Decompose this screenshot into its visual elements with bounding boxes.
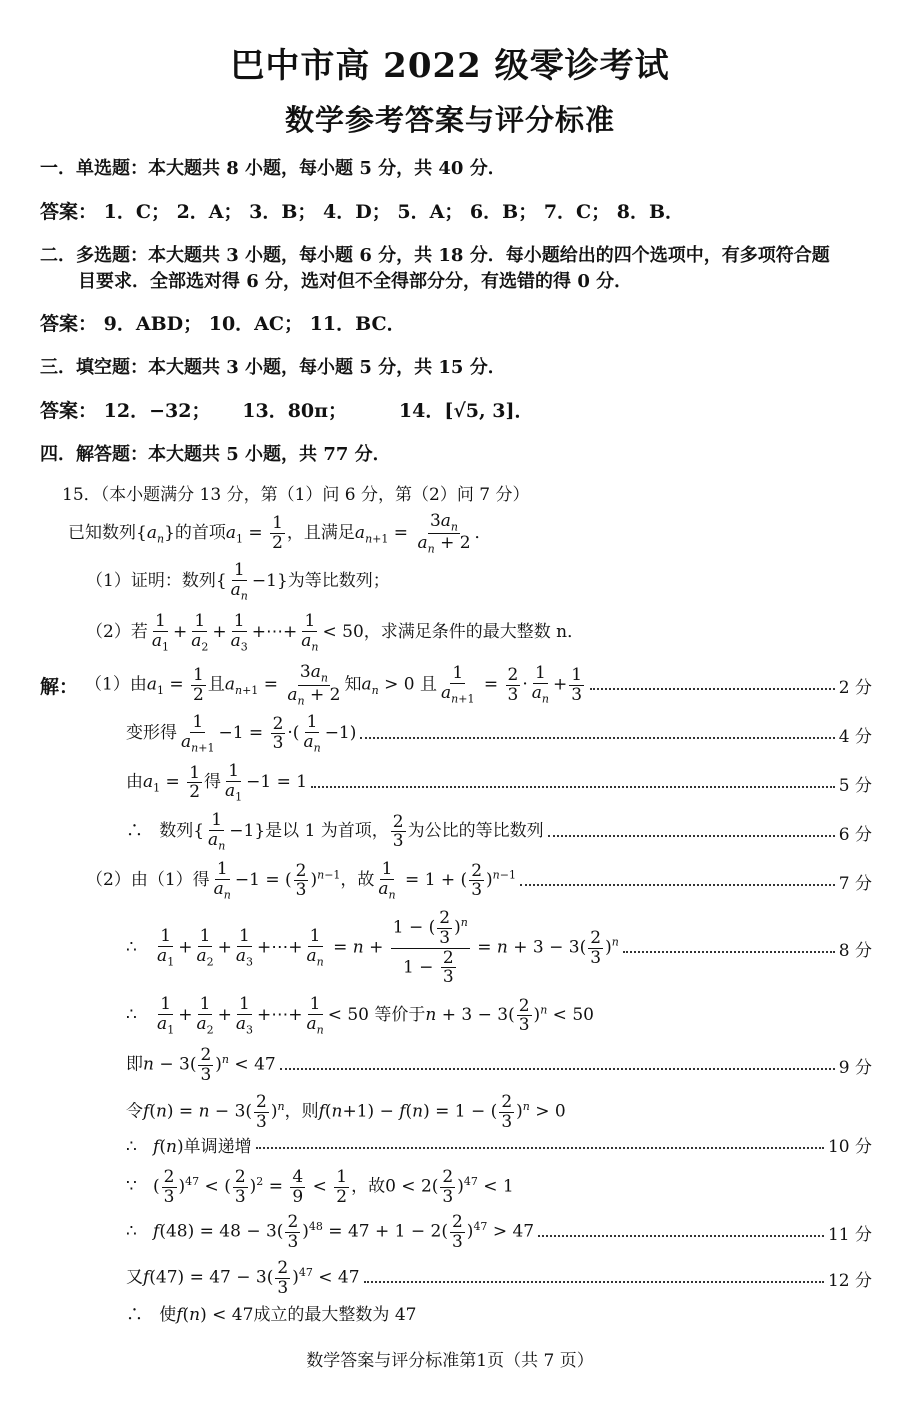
solution-step-13: 又f(47) = 47 − 3( $\frac{2}{3}$ )$^{47}$ < 47 12 分: [126, 1257, 872, 1298]
solution-step-5: （2）由（1）得 $\frac{1}{a_n}$ −1 = ( $\frac{2}{3}$ )$^{n-1}$，故 $\frac{1}{a_n}$ = 1 + ( $\frac{2}{3}$ )$^{n-1}$ 7 分: [86, 859, 872, 902]
score-12: 12 分: [827, 1270, 872, 1291]
page-footer: 数学答案与评分标准第1页（共 7 页）: [306, 1351, 594, 1371]
score-4: 4 分: [838, 726, 872, 747]
solution-step-3: 由$a_1$ = $\frac{1}{2}$ 得 $\frac{1}{a_1}$ −1 = 1 5 分: [126, 761, 872, 804]
answer-13: 13．80π；: [242, 400, 348, 422]
section-2-heading-line2: 目要求．全部选对得 6 分，选对但不全得部分分，有选错的得 0 分．: [78, 271, 633, 292]
score-11: 11 分: [827, 1224, 872, 1245]
solution-step-9: 令f(n) = n − 3( $\frac{2}{3}$ )$^n$，则f(n+1) − f(n) = 1 − ( $\frac{2}{3}$ )$^n$ > 0: [126, 1091, 566, 1132]
answer-label: 答案：: [40, 400, 98, 422]
score-10: 10 分: [827, 1136, 872, 1157]
section-3-answers: [40, 397, 860, 425]
solution-step-12: ∴ f(48) = 48 − 3( $\frac{2}{3}$ )$^{48}$ = 47 + 1 − 2( $\frac{2}{3}$ )$^{47}$ > 47 11 分: [126, 1211, 872, 1252]
solution-step-11: ∵ ( $\frac{2}{3}$ )$^{47}$ < ( $\frac{2}{3}$ )$^2$ = $\frac{4}{9}$ < $\frac{1}{2}$ ，故0 < 2( $\frac{2}{3}$ )$^{47}$ < 1: [126, 1166, 514, 1207]
solution-step-1: 解： （1）由$a_1$ = $\frac{1}{2}$ 且$a_{n+1}$ = $\frac{3a_n}{a_n + 2}$ 知$a_n > 0$ 且 $\frac{1}{a_{n+1}}$ = $\frac{2}{3}$ · $\frac{1}{a_n}$ + $\frac{1}{3}$ 2 分: [40, 662, 872, 707]
exam-title: 巴中市高 2022 级零诊考试: [230, 46, 670, 86]
score-9: 9 分: [838, 1057, 872, 1078]
section-3-heading: 三．填空题：本大题共 3 小题，每小题 5 分，共 15 分．: [40, 357, 506, 378]
exam-subtitle: 数学参考答案与评分标准: [284, 103, 615, 137]
solution-step-2: 变形得 $\frac{1}{a_{n+1}}$ −1 = $\frac{2}{3}$ ·( $\frac{1}{a_n}$ −1) 4 分: [126, 712, 872, 755]
section-1-heading: 一．单选题：本大题共 8 小题，每小题 5 分，共 40 分．: [40, 158, 506, 179]
solution-step-8: 即n − 3( $\frac{2}{3}$ )$^n$ < 47 9 分: [126, 1044, 872, 1085]
problem-15-question-2: （2）若 $\frac{1}{a_1}$ + $\frac{1}{a_2}$ + $\frac{1}{a_3}$ +⋯+ $\frac{1}{a_n}$ < 50，求满足条件的最大整数 n．: [86, 610, 585, 653]
score-2: 2 分: [838, 677, 872, 698]
solution-step-7: ∴ $\frac{1}{a_1}$ + $\frac{1}{a_2}$ + $\frac{1}{a_3}$ +⋯+ $\frac{1}{a_n}$ < 50 等价于n + 3 − 3( $\frac{2}{3}$ )$^n$ < 50: [126, 994, 594, 1037]
answer-12: 12．−32；: [103, 400, 211, 422]
score-5: 5 分: [838, 775, 872, 796]
problem-15-stem: 已知数列$\{a_n\}$的首项$a_1$ = $\frac{1}{2}$ ，且满足$a_{n+1}$ = $\frac{3a_n}{a_n + 2}$ ．: [68, 510, 492, 556]
solution-step-6: ∴ $\frac{1}{a_1}$ + $\frac{1}{a_2}$ + $\frac{1}{a_3}$ +⋯+ $\frac{1}{a_n}$ = n + 1 − ( $\frac{2}{3}$ )$^n$ 1 − $\frac{2}{3}$ = n + 3 − 3( $\frac{2}{3}$ )$^n$ 8 分: [126, 908, 872, 988]
solution-conclusion: ∴ 使f(n) < 47成立的最大整数为 47: [126, 1304, 417, 1325]
score-6: 6 分: [838, 824, 872, 845]
problem-15-question-1: （1）证明：数列{ $\frac{1}{a_n}$ −1}为等比数列；: [86, 559, 390, 602]
problem-15-header: 15．（本小题满分 13 分，第（1）问 6 分，第（2）问 7 分）: [62, 485, 530, 505]
solution-step-4: ∴ 数列{ $\frac{1}{a_n}$ −1}是以 1 为首项， $\frac{2}{3}$ 为公比的等比数列 6 分: [126, 810, 872, 853]
solution-step-10: ∴ f(n)单调递增 10 分: [126, 1121, 872, 1167]
section-2-heading-line1: 二．多选题：本大题共 3 小题，每小题 6 分，共 18 分．每小题给出的四个选项中，有多项符合题: [40, 245, 830, 266]
score-7: 7 分: [838, 873, 872, 894]
score-8: 8 分: [838, 940, 872, 961]
answer-14: 14．[√5, 3]．: [398, 400, 534, 422]
section-2-answers: 答案： 9．ABD； 10．AC； 11．BC．: [40, 313, 406, 335]
section-1-answers: 答案： 1．C； 2．A； 3．B； 4．D； 5．A； 6．B； 7．C； 8．B．: [40, 201, 685, 223]
section-4-heading: 四．解答题：本大题共 5 小题，共 77 分．: [40, 444, 391, 465]
